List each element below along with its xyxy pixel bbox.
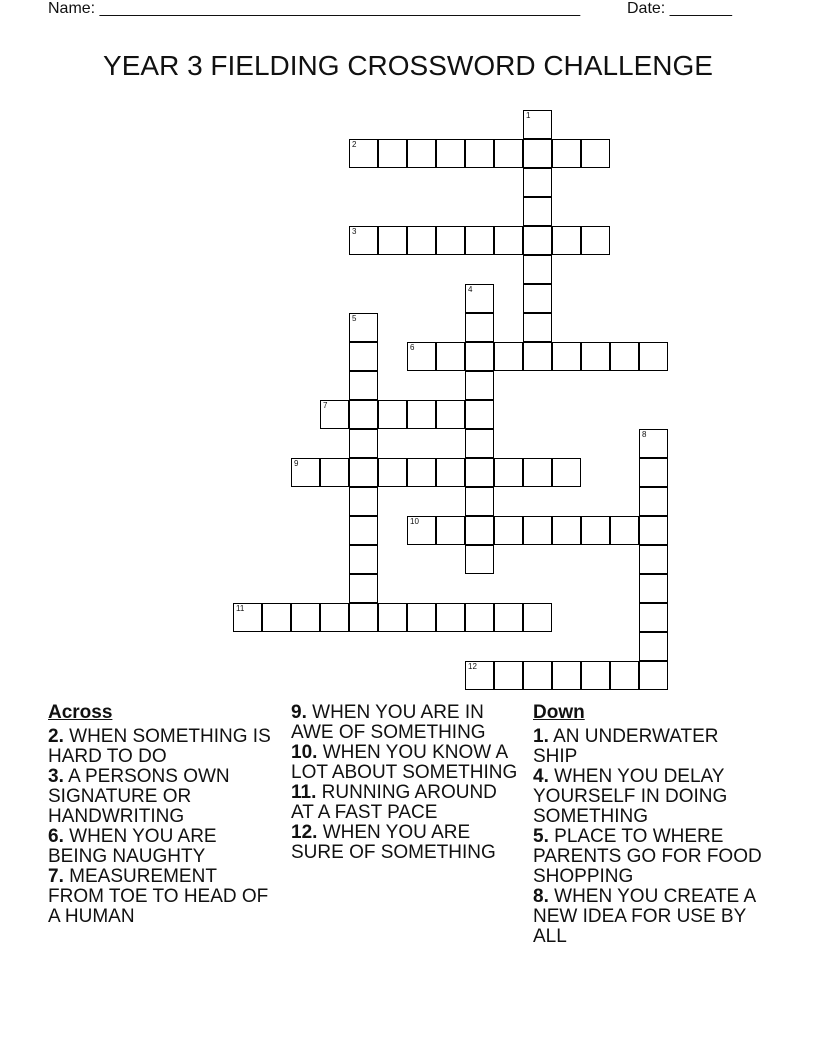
grid-cell[interactable] — [581, 342, 610, 371]
grid-cell[interactable] — [523, 226, 552, 255]
grid-cell[interactable] — [349, 574, 378, 603]
clue-number: 2 — [352, 140, 357, 149]
grid-cell[interactable] — [465, 429, 494, 458]
grid-cell[interactable] — [349, 313, 378, 342]
grid-cell[interactable] — [349, 516, 378, 545]
grid-cell[interactable] — [320, 458, 349, 487]
grid-cell[interactable] — [233, 603, 262, 632]
grid-cell[interactable] — [436, 458, 465, 487]
clue-number: 4 — [468, 285, 473, 294]
across-heading: Across — [48, 702, 113, 723]
grid-cell[interactable] — [552, 516, 581, 545]
grid-cell[interactable] — [494, 342, 523, 371]
grid-cell[interactable] — [581, 516, 610, 545]
grid-cell[interactable] — [349, 603, 378, 632]
name-line: Name: ______________________________________________________ — [48, 0, 581, 17]
grid-cell[interactable] — [378, 139, 407, 168]
grid-cell[interactable] — [407, 226, 436, 255]
grid-cell[interactable] — [494, 226, 523, 255]
grid-cell[interactable] — [639, 429, 668, 458]
grid-cell[interactable] — [436, 400, 465, 429]
grid-cell[interactable] — [523, 458, 552, 487]
grid-cell[interactable] — [407, 400, 436, 429]
across-clue: 10. WHEN YOU KNOW A LOT ABOUT SOMETHING — [291, 742, 518, 783]
grid-cell[interactable] — [320, 400, 349, 429]
grid-cell[interactable] — [349, 545, 378, 574]
clue-number: 11 — [236, 604, 245, 613]
across-clue: 3. A PERSONS OWN SIGNATURE OR HANDWRITING — [48, 766, 230, 827]
grid-cell[interactable] — [523, 255, 552, 284]
clue-number: 6 — [410, 343, 415, 352]
clue-number: 10 — [410, 517, 419, 526]
grid-cell[interactable] — [552, 226, 581, 255]
grid-cell[interactable] — [523, 110, 552, 139]
grid-cell[interactable] — [465, 342, 494, 371]
grid-cell[interactable] — [465, 545, 494, 574]
grid-cell[interactable] — [552, 139, 581, 168]
grid-cell[interactable] — [494, 139, 523, 168]
down-clues-col — [533, 703, 763, 947]
grid-cell[interactable] — [465, 458, 494, 487]
grid-cell[interactable] — [465, 371, 494, 400]
grid-cell[interactable] — [494, 603, 523, 632]
clue-number: 7 — [323, 401, 328, 410]
grid-cell[interactable] — [523, 197, 552, 226]
grid-cell[interactable] — [407, 516, 436, 545]
clue-number: 3 — [352, 227, 357, 236]
grid-cell[interactable] — [494, 458, 523, 487]
grid-cell[interactable] — [436, 226, 465, 255]
grid-cell[interactable] — [378, 226, 407, 255]
grid-cell[interactable] — [639, 545, 668, 574]
across-clues-col-1 — [48, 703, 273, 927]
grid-cell[interactable] — [581, 226, 610, 255]
grid-cell[interactable] — [639, 574, 668, 603]
grid-cell[interactable] — [407, 458, 436, 487]
grid-cell[interactable] — [291, 458, 320, 487]
grid-cell[interactable] — [552, 342, 581, 371]
grid-cell[interactable] — [465, 284, 494, 313]
grid-cell[interactable] — [610, 342, 639, 371]
grid-cell[interactable] — [523, 661, 552, 690]
grid-cell[interactable] — [639, 487, 668, 516]
grid-cell[interactable] — [581, 661, 610, 690]
grid-cell[interactable] — [465, 313, 494, 342]
across-clue: 11. RUNNING AROUND AT A FAST PACE — [291, 782, 497, 823]
grid-cell[interactable] — [407, 139, 436, 168]
down-clue: 4. WHEN YOU DELAY YOURSELF IN DOING SOMETHING — [533, 766, 728, 827]
grid-cell[interactable] — [581, 139, 610, 168]
grid-cell[interactable] — [349, 342, 378, 371]
grid-cell[interactable] — [349, 400, 378, 429]
clue-number: 8 — [642, 430, 647, 439]
page-title: YEAR 3 FIELDING CROSSWORD CHALLENGE — [103, 50, 713, 81]
grid-cell[interactable] — [320, 603, 349, 632]
grid-cell[interactable] — [349, 458, 378, 487]
grid-cell[interactable] — [523, 168, 552, 197]
grid-cell[interactable] — [523, 313, 552, 342]
clue-number: 9 — [294, 459, 299, 468]
grid-cell[interactable] — [465, 661, 494, 690]
grid-cell[interactable] — [552, 458, 581, 487]
grid-cell[interactable] — [349, 139, 378, 168]
across-clue: 9. WHEN YOU ARE IN AWE OF SOMETHING — [291, 702, 486, 743]
grid-cell[interactable] — [523, 139, 552, 168]
grid-cell[interactable] — [291, 603, 320, 632]
grid-cell[interactable] — [378, 603, 407, 632]
grid-cell[interactable] — [349, 226, 378, 255]
grid-cell[interactable] — [523, 516, 552, 545]
clue-number: 12 — [468, 662, 477, 671]
grid-cell[interactable] — [494, 661, 523, 690]
grid-cell[interactable] — [523, 342, 552, 371]
grid-cell[interactable] — [465, 226, 494, 255]
grid-cell[interactable] — [610, 516, 639, 545]
grid-cell[interactable] — [465, 516, 494, 545]
grid-cell[interactable] — [639, 342, 668, 371]
grid-cell[interactable] — [494, 516, 523, 545]
grid-cell[interactable] — [465, 139, 494, 168]
down-clue: 8. WHEN YOU CREATE A NEW IDEA FOR USE BY ALL — [533, 886, 756, 947]
grid-cell[interactable] — [436, 516, 465, 545]
across-clue: 6. WHEN YOU ARE BEING NAUGHTY — [48, 826, 217, 867]
clue-number: 1 — [526, 111, 531, 120]
grid-cell[interactable] — [523, 284, 552, 313]
grid-cell[interactable] — [639, 516, 668, 545]
grid-cell[interactable] — [639, 603, 668, 632]
grid-cell[interactable] — [262, 603, 291, 632]
across-clue: 12. WHEN YOU ARE SURE OF SOMETHING — [291, 822, 496, 863]
grid-cell[interactable] — [436, 342, 465, 371]
grid-cell[interactable] — [523, 603, 552, 632]
across-clue: 7. MEASUREMENT FROM TOE TO HEAD OF A HUMAN — [48, 866, 269, 927]
grid-cell[interactable] — [349, 429, 378, 458]
grid-cell[interactable] — [407, 603, 436, 632]
down-clue: 1. AN UNDERWATER SHIP — [533, 726, 719, 767]
across-clues-col-2 — [291, 703, 521, 863]
grid-cell[interactable] — [465, 603, 494, 632]
grid-cell[interactable] — [639, 458, 668, 487]
clue-number: 5 — [352, 314, 357, 323]
grid-cell[interactable] — [349, 371, 378, 400]
grid-cell[interactable] — [378, 400, 407, 429]
down-clue: 5. PLACE TO WHERE PARENTS GO FOR FOOD SHOPPING — [533, 826, 762, 887]
grid-cell[interactable] — [610, 661, 639, 690]
grid-cell[interactable] — [639, 632, 668, 661]
down-heading: Down — [533, 702, 585, 723]
grid-cell[interactable] — [349, 487, 378, 516]
grid-cell[interactable] — [378, 458, 407, 487]
grid-cell[interactable] — [436, 139, 465, 168]
grid-cell[interactable] — [465, 400, 494, 429]
grid-cell[interactable] — [436, 603, 465, 632]
grid-cell[interactable] — [465, 487, 494, 516]
grid-cell[interactable] — [552, 661, 581, 690]
grid-cell[interactable] — [639, 661, 668, 690]
grid-cell[interactable] — [407, 342, 436, 371]
date-line: Date: _______ — [627, 0, 732, 17]
across-clue: 2. WHEN SOMETHING IS HARD TO DO — [48, 726, 271, 767]
